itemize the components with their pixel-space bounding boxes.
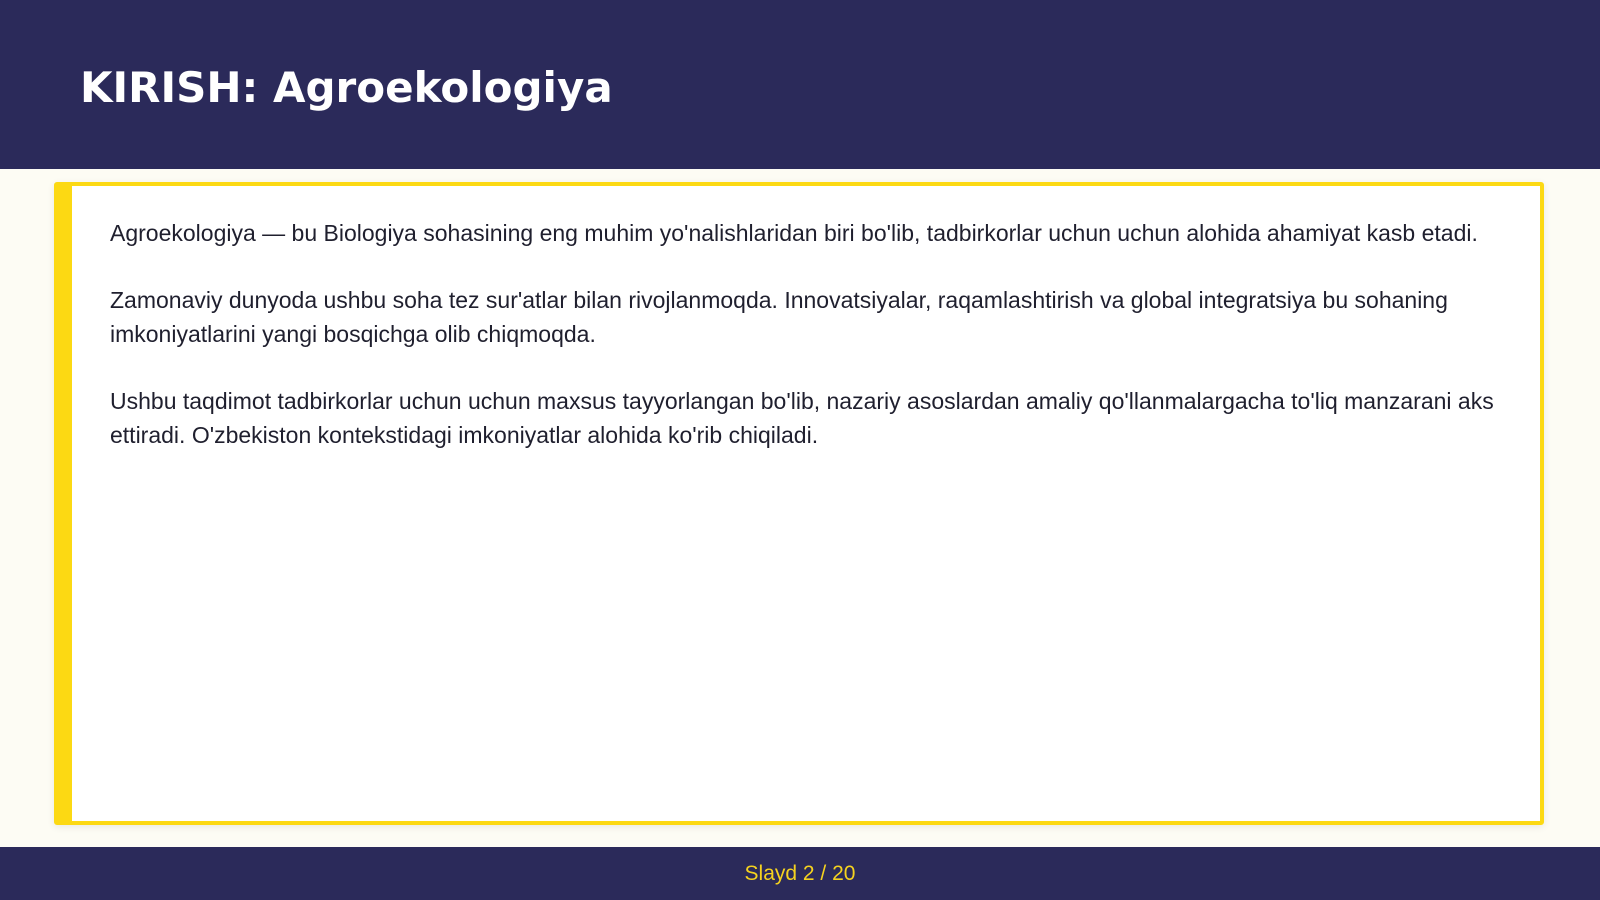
paragraph-presentation-purpose: Ushbu taqdimot tadbirkorlar uchun uchun maxsus tayyorlangan bo'lib, nazariy asoslardan amaliy qo'llanmalargacha to'liq manzarani aks ettiradi. O'zbekiston kontekstidagi imkoniyatlar alohida ko'rib chiqiladi. bbox=[110, 388, 1494, 448]
content-card bbox=[54, 182, 1544, 825]
slide-counter: Slayd 2 / 20 bbox=[744, 862, 856, 885]
paragraph-intro: Agroekologiya — bu Biologiya sohasining eng muhim yo'nalishlaridan biri bo'lib, tadbirkorlar uchun uchun alohida ahamiyat kasb etadi. bbox=[110, 220, 1478, 246]
slide-title: KIRISH: Agroekologiya bbox=[80, 63, 613, 112]
slide-footer bbox=[0, 847, 1600, 900]
paragraph-modern-world: Zamonaviy dunyoda ushbu soha tez sur'atlar bilan rivojlanmoqda. Innovatsiyalar, raqamlashtirish va global integratsiya bu sohaning imkoniyatlarini yangi bosqichga olib chiqmoqda. bbox=[110, 287, 1448, 347]
content-text bbox=[110, 216, 1502, 485]
slide-header bbox=[0, 0, 1600, 169]
